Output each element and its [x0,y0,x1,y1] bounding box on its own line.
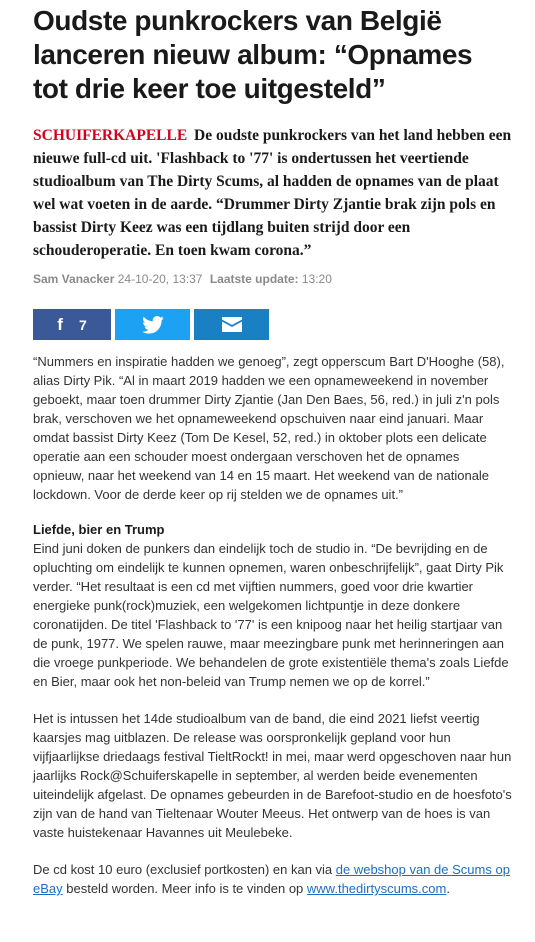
twitter-share-button[interactable] [115,309,190,340]
body-paragraph: “Nummers en inspiratie hadden we genoeg”, zegt opperscum Bart D'Hooghe (58), alias Dirty Pik. “Al in maart 2019 hadden we een opnameweekend in november geboekt, maar toen drummer Dirty Zjantie (Jan Den Baes, 56, red.) in juli z'n pols brak, verschoven we het opnameweekend opschuiven naar eind januari. Maar omdat bassist Dirty Keez (Tom De Kesel, 52, red.) in oktober plots een delicate operatie aan een schouder moest ondergaan verschoven het de opnames opnieuw, naar het weekend van 14 en 15 maart. Het weekend van de nationale lockdown. Voor de derde keer op rij stelden we de opnames uit.” [33,354,505,502]
author[interactable]: Sam Vanacker [33,272,115,286]
updated-time: 13:20 [301,272,332,286]
facebook-icon: f [57,314,63,334]
envelope-icon [222,317,242,332]
lead-text: De oudste punkrockers van het land hebben een nieuwe full-cd uit. 'Flashback to '77' is ondertussen het veertiende studioalbum van The Dirty Scums, al hadden de opnames van de plaat wel wat voeten in de aarde. “Drummer Dirty Zjantie brak zijn pols en bassist Dirty Keez was een tijdlang buiten strijd door een schouderoperatie. En toen kwam corona.” [33,127,512,259]
website-link[interactable]: www.thedirtyscums.com [306,881,447,896]
twitter-icon [142,316,164,334]
subheading: Liefde, bier en Trump [33,522,165,537]
publish-date: 24-10-20, 13:37 [117,272,203,286]
body-paragraph-links [33,860,513,898]
updated-label: Laatste update: [209,272,299,286]
article-body [33,352,513,898]
lead-paragraph [33,124,513,262]
facebook-share-count: 7 [78,316,87,333]
body-text: besteld worden. Meer info is te vinden op [62,881,307,896]
mail-share-button[interactable] [194,309,269,340]
body-paragraph: Eind juni doken de punkers dan eindelijk toch de studio in. “De bevrijding en de opluchting om eindelijk te kunnen opnemen, waren onbeschrijfelijk”, gaat Dirty Pik verder. “Het resultaat is een cd met vijftien nummers, goed voor drie kwartier energieke punk(rock)muziek, een welgekomen lichtpuntje in deze donkere coronatijden. De titel 'Flashback to '77' is een knipoog naar het heilig startjaar van de punk, 1977. We spelen rauwe, maar meezingbare punk met herinneringen aan die vroege punkperiode. We behandelen de grote existentiële thema's zoals Liefde en Bier, maar ook het non-beleid van Trump nemen we op de korrel.” [33,541,509,689]
article-meta [33,272,513,286]
body-paragraph: Het is intussen het 14de studioalbum van de band, die eind 2021 liefst veertig kaarsjes mag uitblazen. De release was oorspronkelijk gepland voor hun vijfjaarlijkse driedaags festival TieltRockt! in mei, maar werd opgeschoven naar hun jaarlijks Rock@Schuiferskapelle in september, al werden beide evenementen uiteindelijk afgelast. De opnames gebeurden in de Barefoot-studio en de hoesfoto's zijn van de hand van Tieltenaar Wouter Meeus. Het ontwerp van de hoes is van vaste huistekenaar Havannes uit Meulebeke. [33,711,512,840]
dateline-place: SCHUIFERKAPELLE [33,127,188,144]
headline: Oudste punkrockers van België lanceren nieuw album: “Opnames tot drie keer toe uitgesteld” [33,5,473,104]
body-text: . [446,881,450,896]
share-bar [33,309,513,340]
facebook-share-button[interactable] [33,309,111,340]
body-text: De cd kost 10 euro (exclusief portkosten) en kan via [33,862,336,877]
ebay-webshop-link[interactable]: de webshop van de Scums op eBay [33,862,510,896]
